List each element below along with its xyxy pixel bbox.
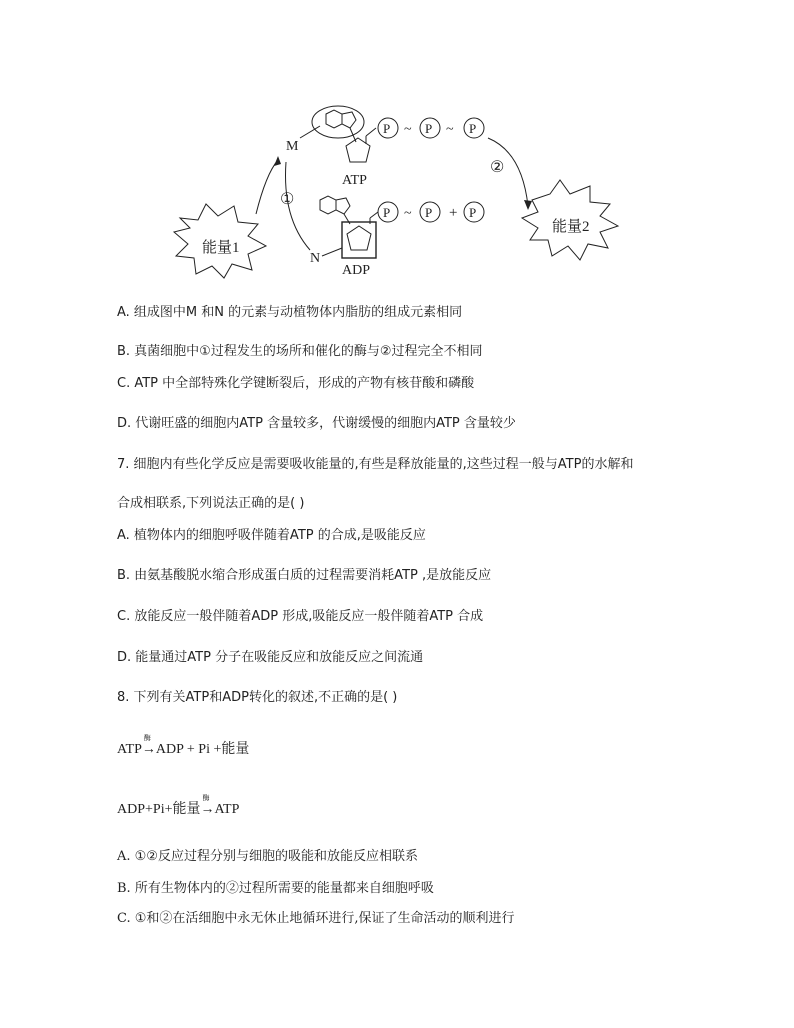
adp-ring-a — [320, 196, 336, 214]
q8-equation-1 — [117, 734, 250, 758]
atp-p2-label: P — [425, 121, 433, 136]
eq2-enzyme-mark: 酶 — [202, 794, 210, 802]
adp-bond-sugar-p1 — [370, 212, 378, 218]
bond-sugar-p1 — [366, 128, 376, 136]
energy1-label: 能量1 — [202, 240, 240, 256]
step2-label: ② — [490, 159, 505, 176]
q8-option-b: B. 所有生物体内的②过程所需要的能量都来自细胞呼吸 — [117, 881, 434, 896]
step1-label: ① — [280, 191, 295, 208]
ribose-adp — [347, 226, 371, 250]
label-adp: ADP — [342, 263, 371, 278]
eq1-left: ATP — [117, 742, 142, 757]
eq1-right: ADP + Pi +能量 — [155, 742, 250, 757]
q6-option-d: D. 代谢旺盛的细胞内ATP 含量较多，代谢缓慢的细胞内ATP 含量较少 — [117, 416, 516, 431]
atp-adp-diagram — [170, 100, 640, 280]
adenine-ring-a — [326, 110, 342, 128]
adenine-oval — [312, 106, 364, 138]
q6-option-b: B. 真菌细胞中①过程发生的场所和催化的酶与②过程完全不相同 — [117, 344, 483, 359]
arrowhead-step2 — [524, 200, 532, 210]
atp-p1-label: P — [383, 121, 391, 136]
q8-equation-2 — [117, 794, 240, 818]
q7-stem-line1: 7. 细胞内有些化学反应是需要吸收能量的,有些是释放能量的,这些过程一般与ATP的水解和 — [117, 457, 634, 472]
eq2-left: ADP+Pi+能量 — [117, 802, 201, 817]
label-n: N — [310, 251, 321, 266]
eq1-arrow: 酶 → — [141, 734, 156, 757]
q7-option-d: D. 能量通过ATP 分子在吸能反应和放能反应之间流通 — [117, 650, 424, 665]
adenine-ring-b — [342, 112, 356, 128]
atp-tilde-2: ~ — [446, 122, 454, 137]
q8-option-c: C. ①和②在活细胞中永无休止地循环进行,保证了生命活动的顺利进行 — [117, 911, 515, 926]
free-p-label: P — [469, 205, 477, 220]
energy2-label: 能量2 — [552, 219, 590, 235]
arrow-step1 — [256, 160, 278, 214]
q7-option-c: C. 放能反应一般伴随着ADP 形成,吸能反应一般伴随着ATP 合成 — [117, 609, 484, 624]
eq1-enzyme-mark: 酶 — [143, 734, 151, 742]
q8-option-a: A. ①②反应过程分别与细胞的吸能和放能反应相联系 — [117, 849, 418, 864]
q6-option-c: C. ATP 中全部特殊化学键断裂后，形成的产物有核苷酸和磷酸 — [117, 376, 475, 391]
q8-stem: 8. 下列有关ATP和ADP转化的叙述,不正确的是( ) — [117, 690, 398, 705]
atp-tilde-1: ~ — [404, 122, 412, 137]
q6-option-a: A. 组成图中M 和N 的元素与动植物体内脂肪的组成元素相同 — [117, 305, 463, 320]
label-atp: ATP — [342, 173, 367, 188]
arrowhead-step1 — [274, 156, 281, 166]
adp-tilde: ~ — [404, 206, 412, 221]
adp-sugar-box — [342, 222, 376, 258]
q7-option-b: B. 由氨基酸脱水缩合形成蛋白质的过程需要消耗ATP ,是放能反应 — [117, 568, 492, 583]
eq2-right: ATP — [214, 802, 240, 817]
adp-ring-b — [336, 198, 350, 214]
adp-p1-label: P — [383, 205, 391, 220]
adp-plus: + — [449, 205, 458, 221]
q7-option-a: A. 植物体内的细胞呼吸伴随着ATP 的合成,是吸能反应 — [117, 528, 426, 543]
atp-p3-label: P — [469, 121, 477, 136]
eq2-arrow: 酶 → — [200, 794, 215, 817]
link-n — [322, 248, 342, 256]
q7-stem-line2: 合成相联系,下列说法正确的是( ) — [117, 496, 305, 511]
label-m: M — [286, 139, 299, 154]
adp-p2-label: P — [425, 205, 433, 220]
